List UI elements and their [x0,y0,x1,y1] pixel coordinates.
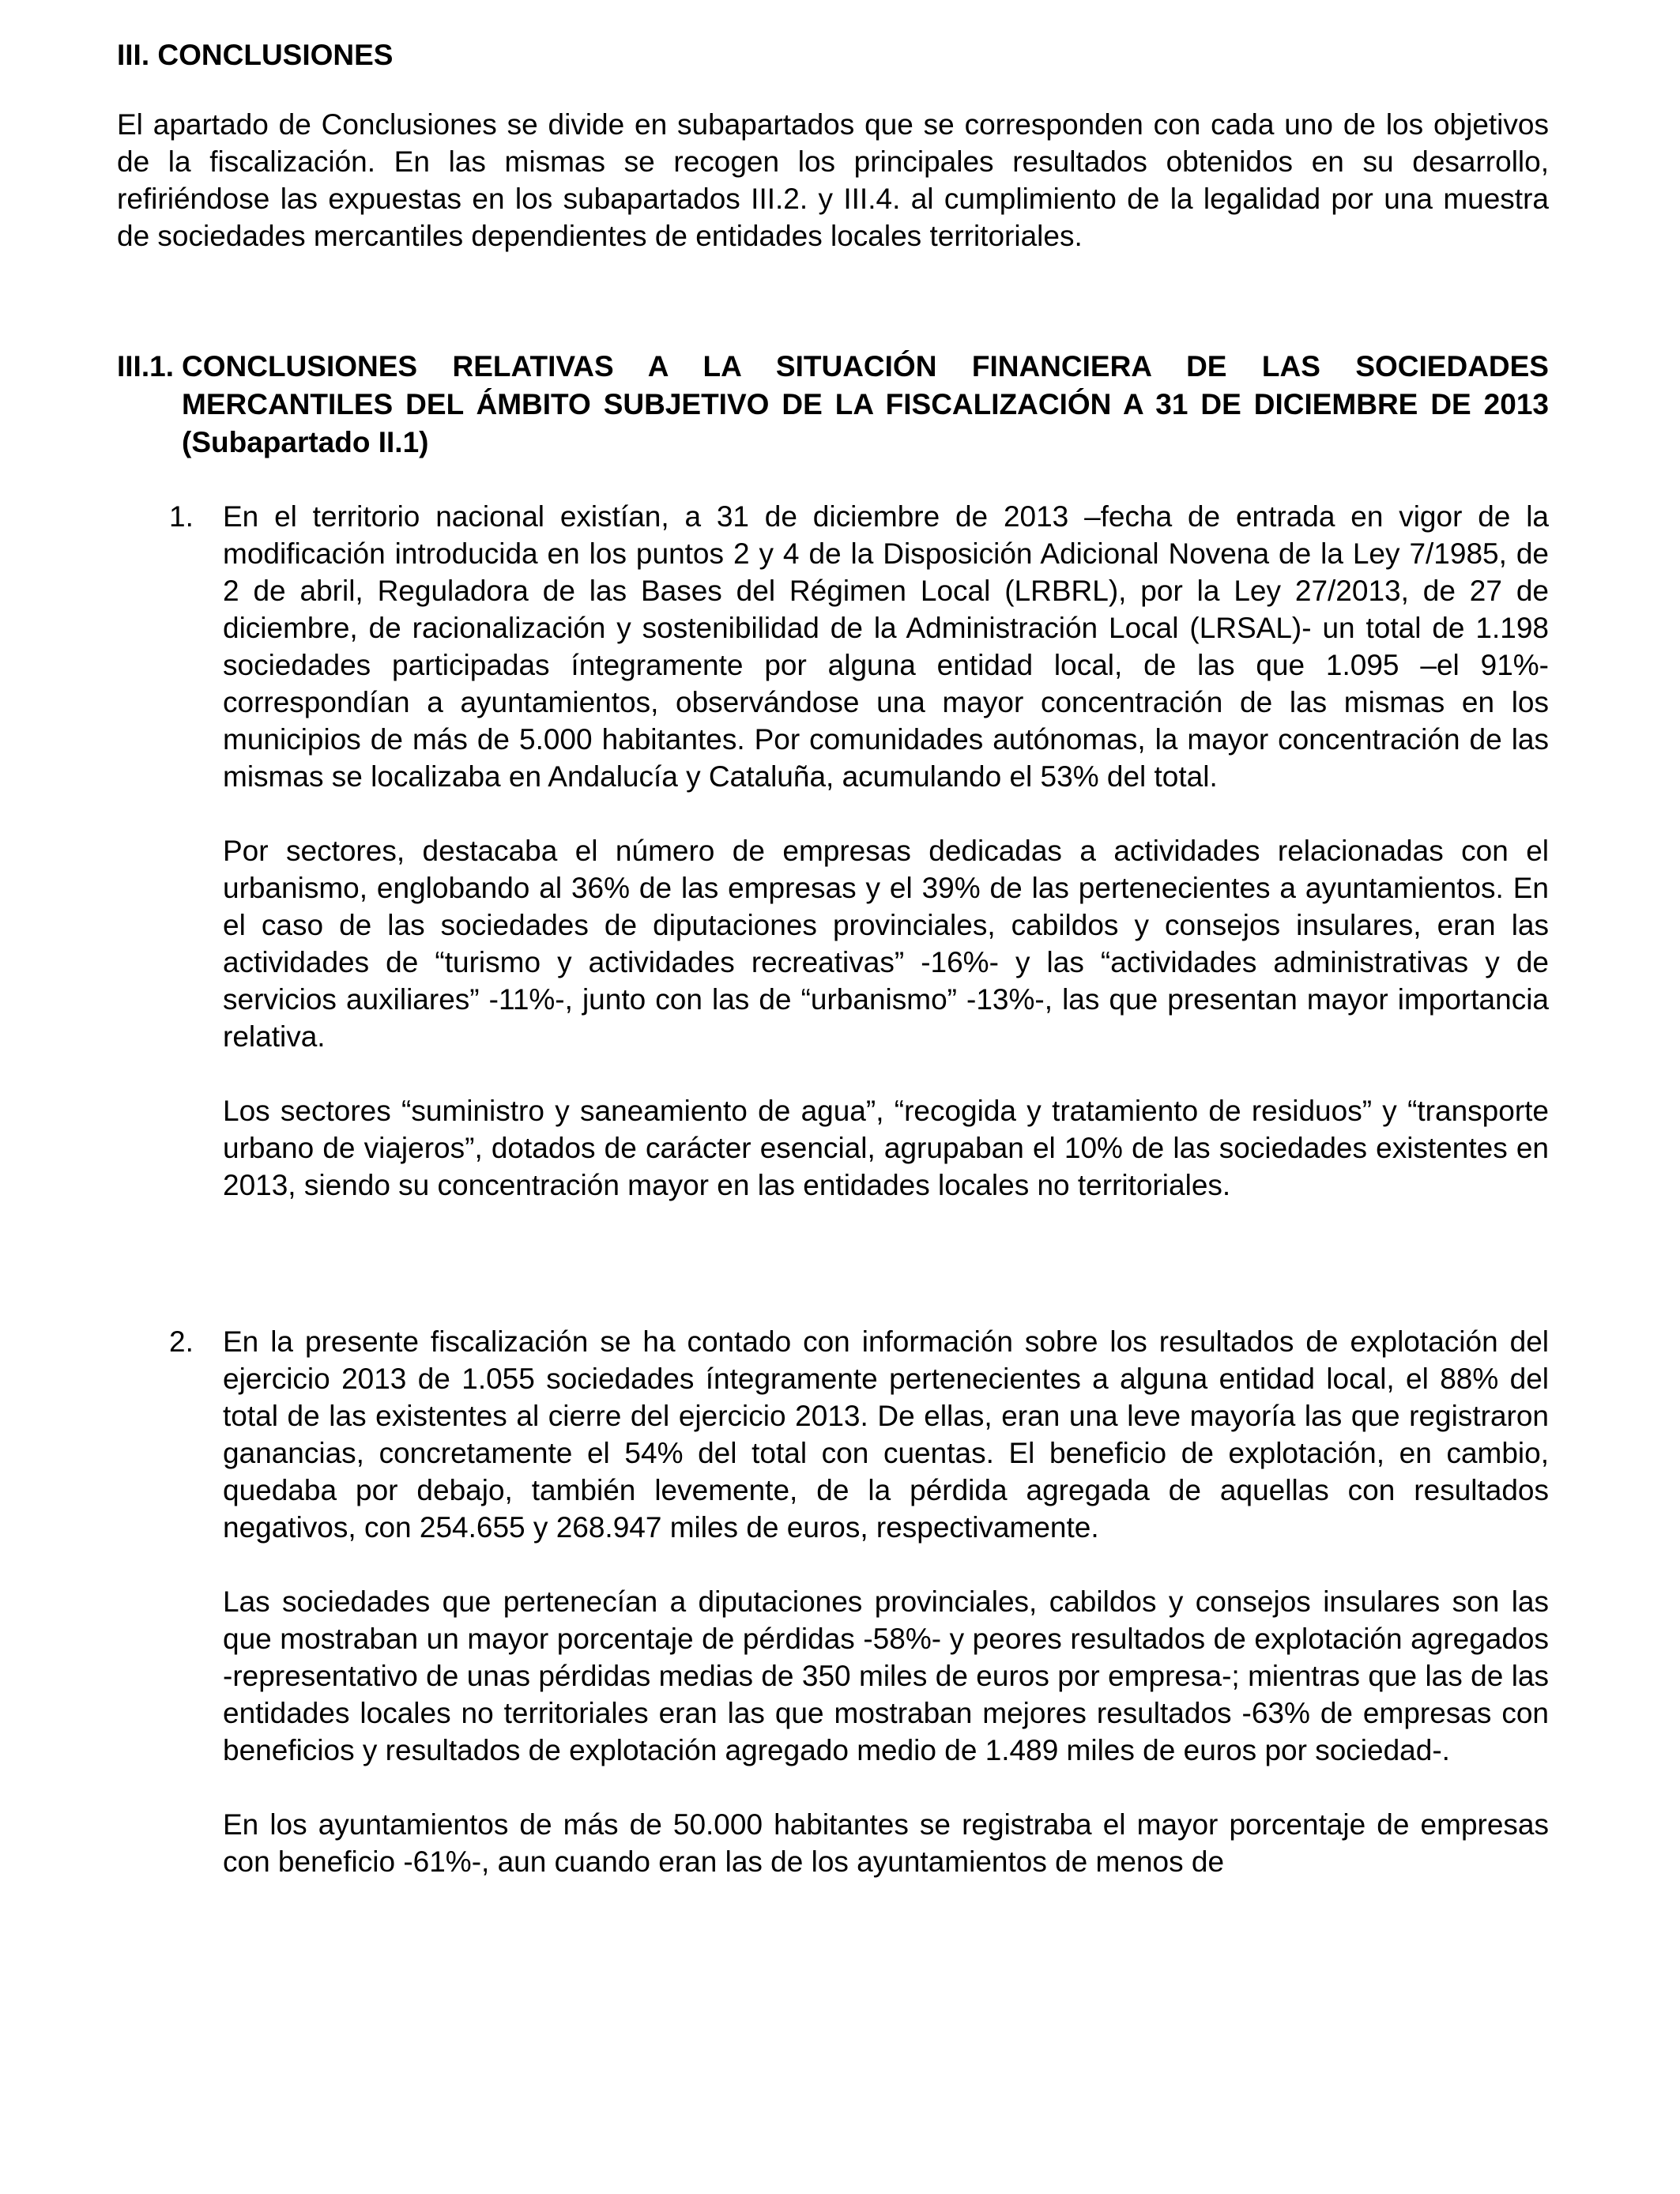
subsection-number: III.1. [117,350,174,383]
section-heading: III. CONCLUSIONES [117,39,394,71]
paragraph: Las sociedades que pertenecían a diputaciones provinciales, cabildos y consejos insulares son las que mostraban un mayor porcentaje de pérdidas -58%- y peores resultados de explotación agregados -representativo de unas pérdidas medias de 350 miles de euros por empresa-; mientras que las de las entidades locales no territoriales eran las que mostraban mejores resultados -63% de empresas con beneficios y resultados de explotación agregado medio de 1.489 miles de euros por sociedad-. [223,1585,1549,1766]
paragraph: Los sectores “suministro y saneamiento de agua”, “recogida y tratamiento de residuos” y “transporte urbano de viajeros”, dotados de carácter esencial, agrupaban el 10% de las sociedades existentes en 2013, siendo su concentración mayor en las entidades locales no territoriales. [223,1095,1549,1201]
subsection-heading [117,348,1549,462]
paragraph: En la presente fiscalización se ha contado con información sobre los resultados de explotación del ejercicio 2013 de 1.055 sociedades íntegramente pertenecientes a alguna entidad local, el 88% del total de las existentes al cierre del ejercicio 2013. De ellas, eran una leve mayoría las que registraron ganancias, concretamente el 54% del total con cuentas. El beneficio de explotación, en cambio, quedaba por debajo, también levemente, de la pérdida agregada de aquellas con resultados negativos, con 254.655 y 268.947 miles de euros, respectivamente. [223,1325,1549,1544]
paragraph: En los ayuntamientos de más de 50.000 habitantes se registraba el mayor porcentaje de empresas con beneficio -61%-, aun cuando eran las de los ayuntamientos de menos de [223,1808,1549,1878]
list-item [169,498,1549,1204]
list-item-marker: 1. [169,500,194,533]
paragraph: Por sectores, destacaba el número de empresas dedicadas a actividades relacionadas con el urbanismo, englobando al 36% de las empresas y el 39% de las pertenecientes a ayuntamientos. En el caso de las sociedades de diputaciones provinciales, cabildos y consejos insulares, eran las actividades de “turismo y actividades recreativas” -16%- y las “actividades administrativas y de servicios auxiliares” -11%-, junto con las de “urbanismo” -13%-, las que presentan mayor importancia relativa. [223,835,1549,1053]
list-item [169,1323,1549,1880]
subsection-title: CONCLUSIONES RELATIVAS A LA SITUACIÓN FINANCIERA DE LAS SOCIEDADES MERCANTILES DEL ÁMBITO SUBJETIVO DE LA FISCALIZACIÓN A 31 DE DICIEMBRE DE 2013 (Subapartado II.1) [182,350,1549,458]
list-item-body [223,1323,1549,1880]
intro-paragraph: El apartado de Conclusiones se divide en subapartados que se corresponden con cada uno de los objetivos de la fiscalización. En las mismas se recogen los principales resultados obtenidos en su desarrollo, refiriéndose las expuestas en los subapartados III.2. y III.4. al cumplimiento de la legalidad por una muestra de sociedades mercantiles dependientes de entidades locales territoriales. [117,108,1549,252]
paragraph: En el territorio nacional existían, a 31 de diciembre de 2013 –fecha de entrada en vigor de la modificación introducida en los puntos 2 y 4 de la Disposición Adicional Novena de la Ley 7/1985, de 2 de abril, Reguladora de las Bases del Régimen Local (LRBRL), por la Ley 27/2013, de 27 de diciembre, de racionalización y sostenibilidad de la Administración Local (LRSAL)- un total de 1.198 sociedades participadas íntegramente por alguna entidad local, de las que 1.095 –el 91%- correspondían a ayuntamientos, observándose una mayor concentración de las mismas en los municipios de más de 5.000 habitantes. Por comunidades autónomas, la mayor concentración de las mismas se localizaba en Andalucía y Cataluña, acumulando el 53% del total. [223,500,1549,793]
list-item-marker: 2. [169,1325,194,1358]
list-item-body [223,498,1549,1204]
